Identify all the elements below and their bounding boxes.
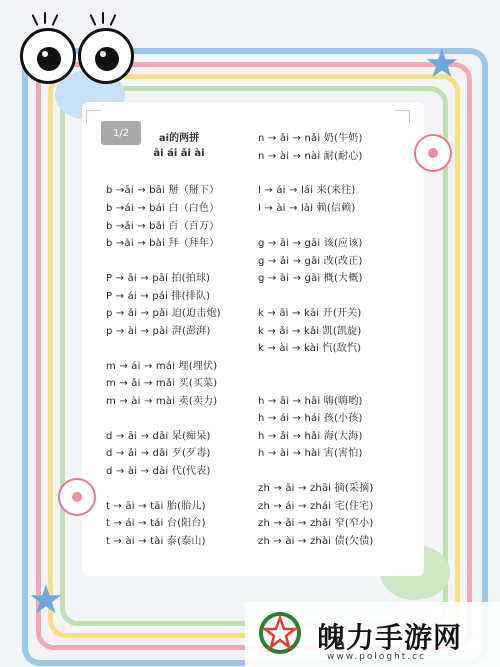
list-item: zh → ài → zhài 债(欠债) [258,536,374,547]
list-item: k → ǎi → kǎi 凯(凯旋) [258,326,362,337]
flower-icon [414,134,452,172]
star-icon: ★ [28,577,64,623]
list-item: d → ǎi → dǎi 歹(歹毒) [106,448,211,459]
page-subtitle: āi ái ǎi ài [153,148,205,159]
list-item: zh → āi → zhāi 摘(采摘) [258,483,374,494]
list-item: h → ǎi → hǎi 海(大海) [258,431,363,442]
list-item: t → āi → tāi 胎(胎儿) [106,501,206,512]
list-item: zh → ǎi → zhǎi 窄(窄小) [258,518,374,529]
list-item: m → ài → mài 卖(卖力) [106,396,218,407]
list-item: h → ài → hài 害(害怕) [258,448,363,459]
watermark-brand: 魄力手游网 [317,621,463,654]
list-item: P → ái → pái 排(排队) [106,291,211,302]
flower-icon [58,478,96,516]
list-item: m → ái → mái 埋(埋伏) [106,361,218,372]
list-item: k → āi → kāi 开(开关) [258,308,362,319]
list-item: m → ǎi → mǎi 买(买菜) [106,378,218,389]
list-item: n → ài → nài 耐(耐心) [258,151,363,162]
page-badge: 1/2 [101,121,141,145]
watermark [245,602,500,667]
list-item: g → āi → gāi 该(应该) [258,238,363,249]
watermark-url: www.pologht.cc [327,652,427,662]
list-item: n → ǎi → nǎi 奶(牛奶) [258,133,363,144]
list-item: h → āi → hāi 嗨(嗨哟) [258,396,363,407]
list-item: d → ài → dài 代(代表) [106,466,211,477]
list-item: l → ái → lái 来(来往) [258,185,356,196]
list-item: b →ài → bài 拜（拜年） [106,238,220,249]
page-title: ai的两拼 [158,133,200,144]
list-item: g → ài → gài 概(大概) [258,273,363,284]
corner-mark [86,110,101,125]
list-item: d → āi → dāi 呆(痴呆) [106,431,211,442]
list-item: zh → ái → zhái 宅(住宅) [258,501,374,512]
list-item: k → ài → kài 忾(敌忾) [258,343,362,354]
list-item: b →āi → bāi 掰（掰下） [106,185,220,196]
list-item: p → ǎi → pǎi 迫(迫击炮) [106,308,221,319]
list-item: t → ái → tái 台(阳台) [106,518,206,529]
list-item: l → ài → lài 赖(信赖) [258,203,356,214]
list-item: b →ái → bái 白（白色） [106,203,220,214]
list-item: b →ǎi → bǎi 百（百万） [106,221,220,232]
list-item: g → ǎi → gǎi 改(改正) [258,256,363,267]
list-item: P → āi → pāi 拍(拍球) [106,273,211,284]
cartoon-eyes-icon [20,14,130,82]
brand-logo-icon [259,612,301,654]
star-icon: ★ [424,41,460,87]
corner-mark [395,110,410,125]
list-item: t → ài → tài 泰(泰山) [106,536,206,547]
list-item: h → ái → hái 孩(小孩) [258,413,363,424]
list-item: p → ài → pài 湃(澎湃) [106,326,211,337]
